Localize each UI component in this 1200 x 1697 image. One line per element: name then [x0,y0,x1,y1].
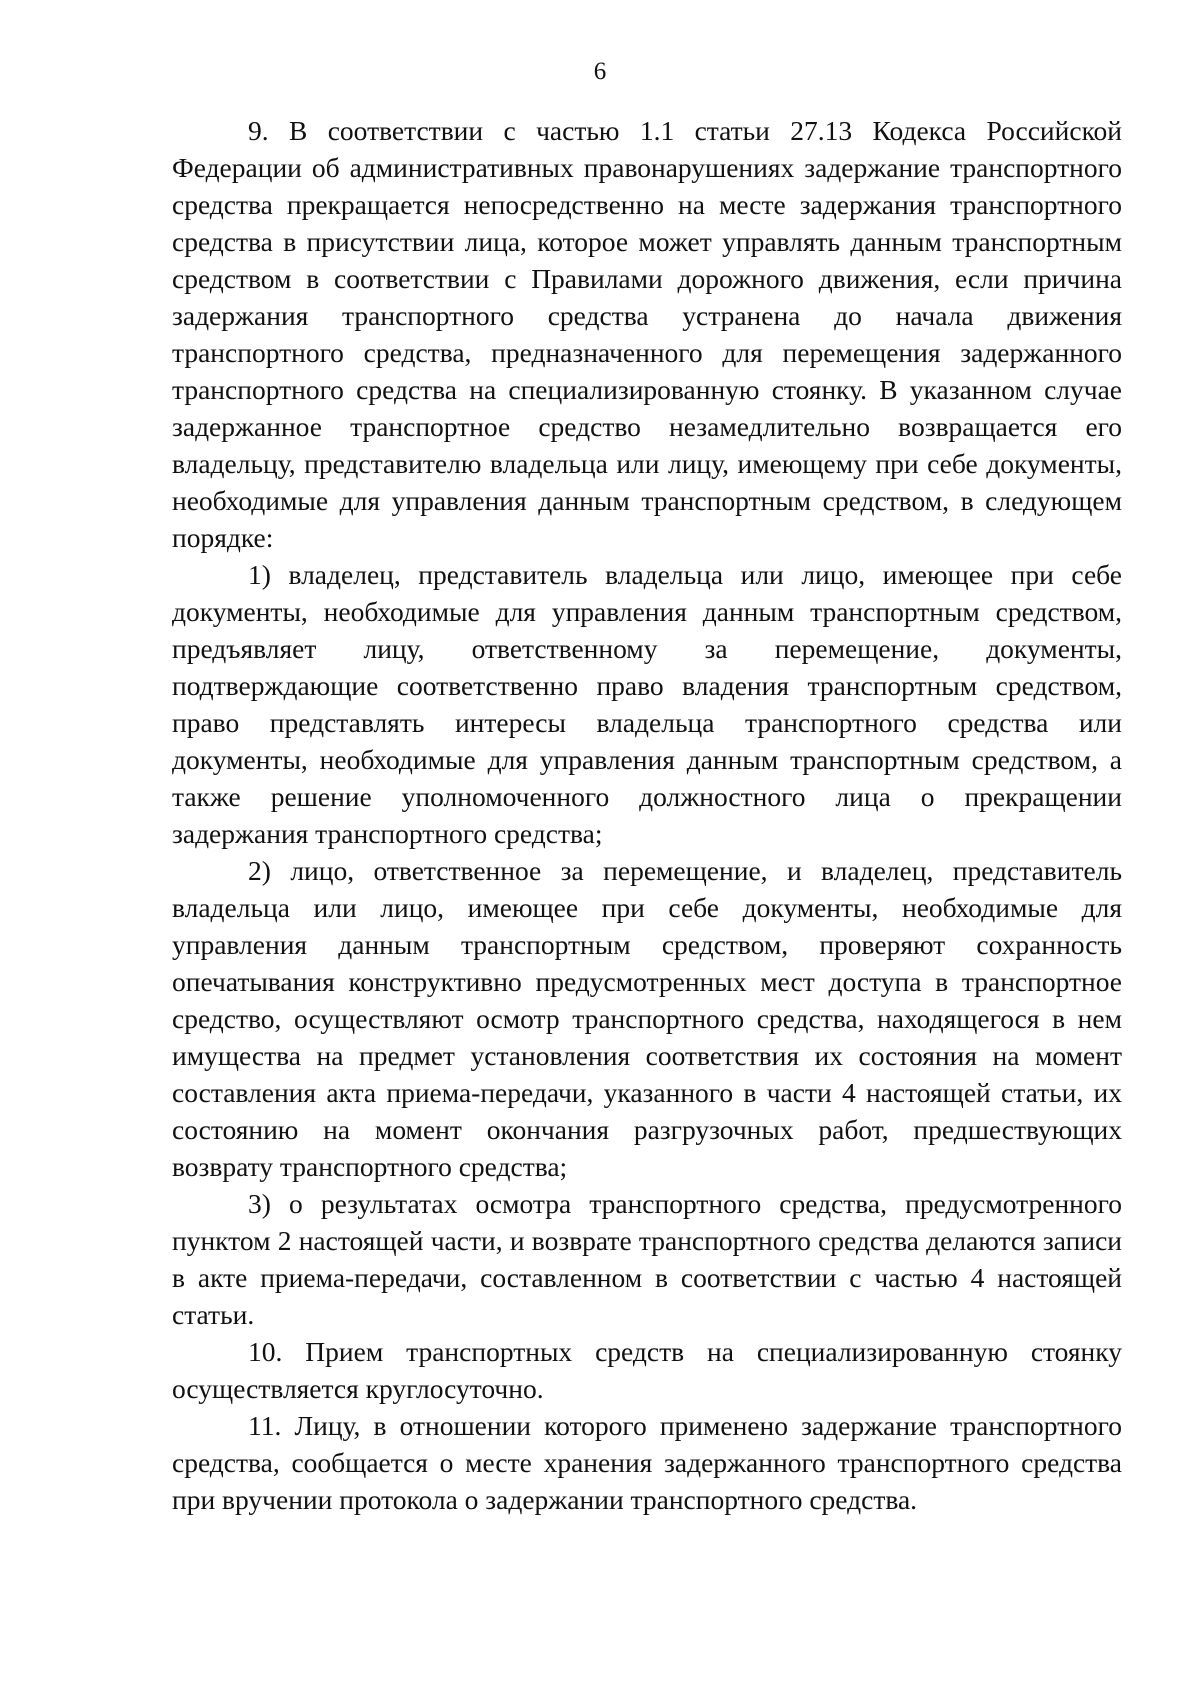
subparagraph-1: 1) владелец, представитель владельца или лицо, имеющее при себе документы, необходимые для управления данным транспортным средством, предъявляет лицу, ответственному за перемещение, документы, подтверждающие соответственно право владения транспортным средством, право представлять интересы владельца транспортного средства или документы, необходимые для управления данным транспортным средством, а также решение уполномоченного должностного лица о прекращении задержания транспортного средства; [172,559,1122,849]
subparagraph-3: 3) о результатах осмотра транспортного средства, предусмотренного пунктом 2 настоящей части, и возврате транспортного средства делаются записи в акте приема-передачи, составленном в соответствии с частью 4 настоящей статьи. [172,1188,1122,1330]
paragraph-10: 10. Прием транспортных средств на специализированную стоянку осуществляется круглосуточно. [172,1336,1122,1404]
subparagraph-2: 2) лицо, ответственное за перемещение, и владелец, представитель владельца или лицо, имеющее при себе документы, необходимые для управления данным транспортным средством, проверяют сохранность опечатывания конструктивно предусмотренных мест доступа в транспортное средство, осуществляют осмотр транспортного средства, находящегося в нем имущества на предмет установления соответствия их состояния на момент составления акта приема-передачи, указанного в части 4 настоящей статьи, их состоянию на момент окончания разгрузочных работ, предшествующих возврату транспортного средства; [172,855,1122,1182]
page-number: 6 [593,58,607,85]
paragraph-11: 11. Лицу, в отношении которого применено задержание транспортного средства, сообщается о месте хранения задержанного транспортного средства при вручении протокола о задержании транспортного средства. [172,1410,1122,1515]
document-body [172,112,1122,1518]
paragraph-9: 9. В соответствии с частью 1.1 статьи 27.13 Кодекса Российской Федерации об административных правонарушениях задержание транспортного средства прекращается непосредственно на месте задержания транспортного средства в присутствии лица, которое может управлять данным транспортным средством в соответствии с Правилами дорожного движения, если причина задержания транспортного средства устранена до начала движения транспортного средства, предназначенного для перемещения задержанного транспортного средства на специализированную стоянку. В указанном случае задержанное транспортное средство незамедлительно возвращается его владельцу, представителю владельца или лицу, имеющему при себе документы, необходимые для управления данным транспортным средством, в следующем порядке: [172,115,1122,553]
